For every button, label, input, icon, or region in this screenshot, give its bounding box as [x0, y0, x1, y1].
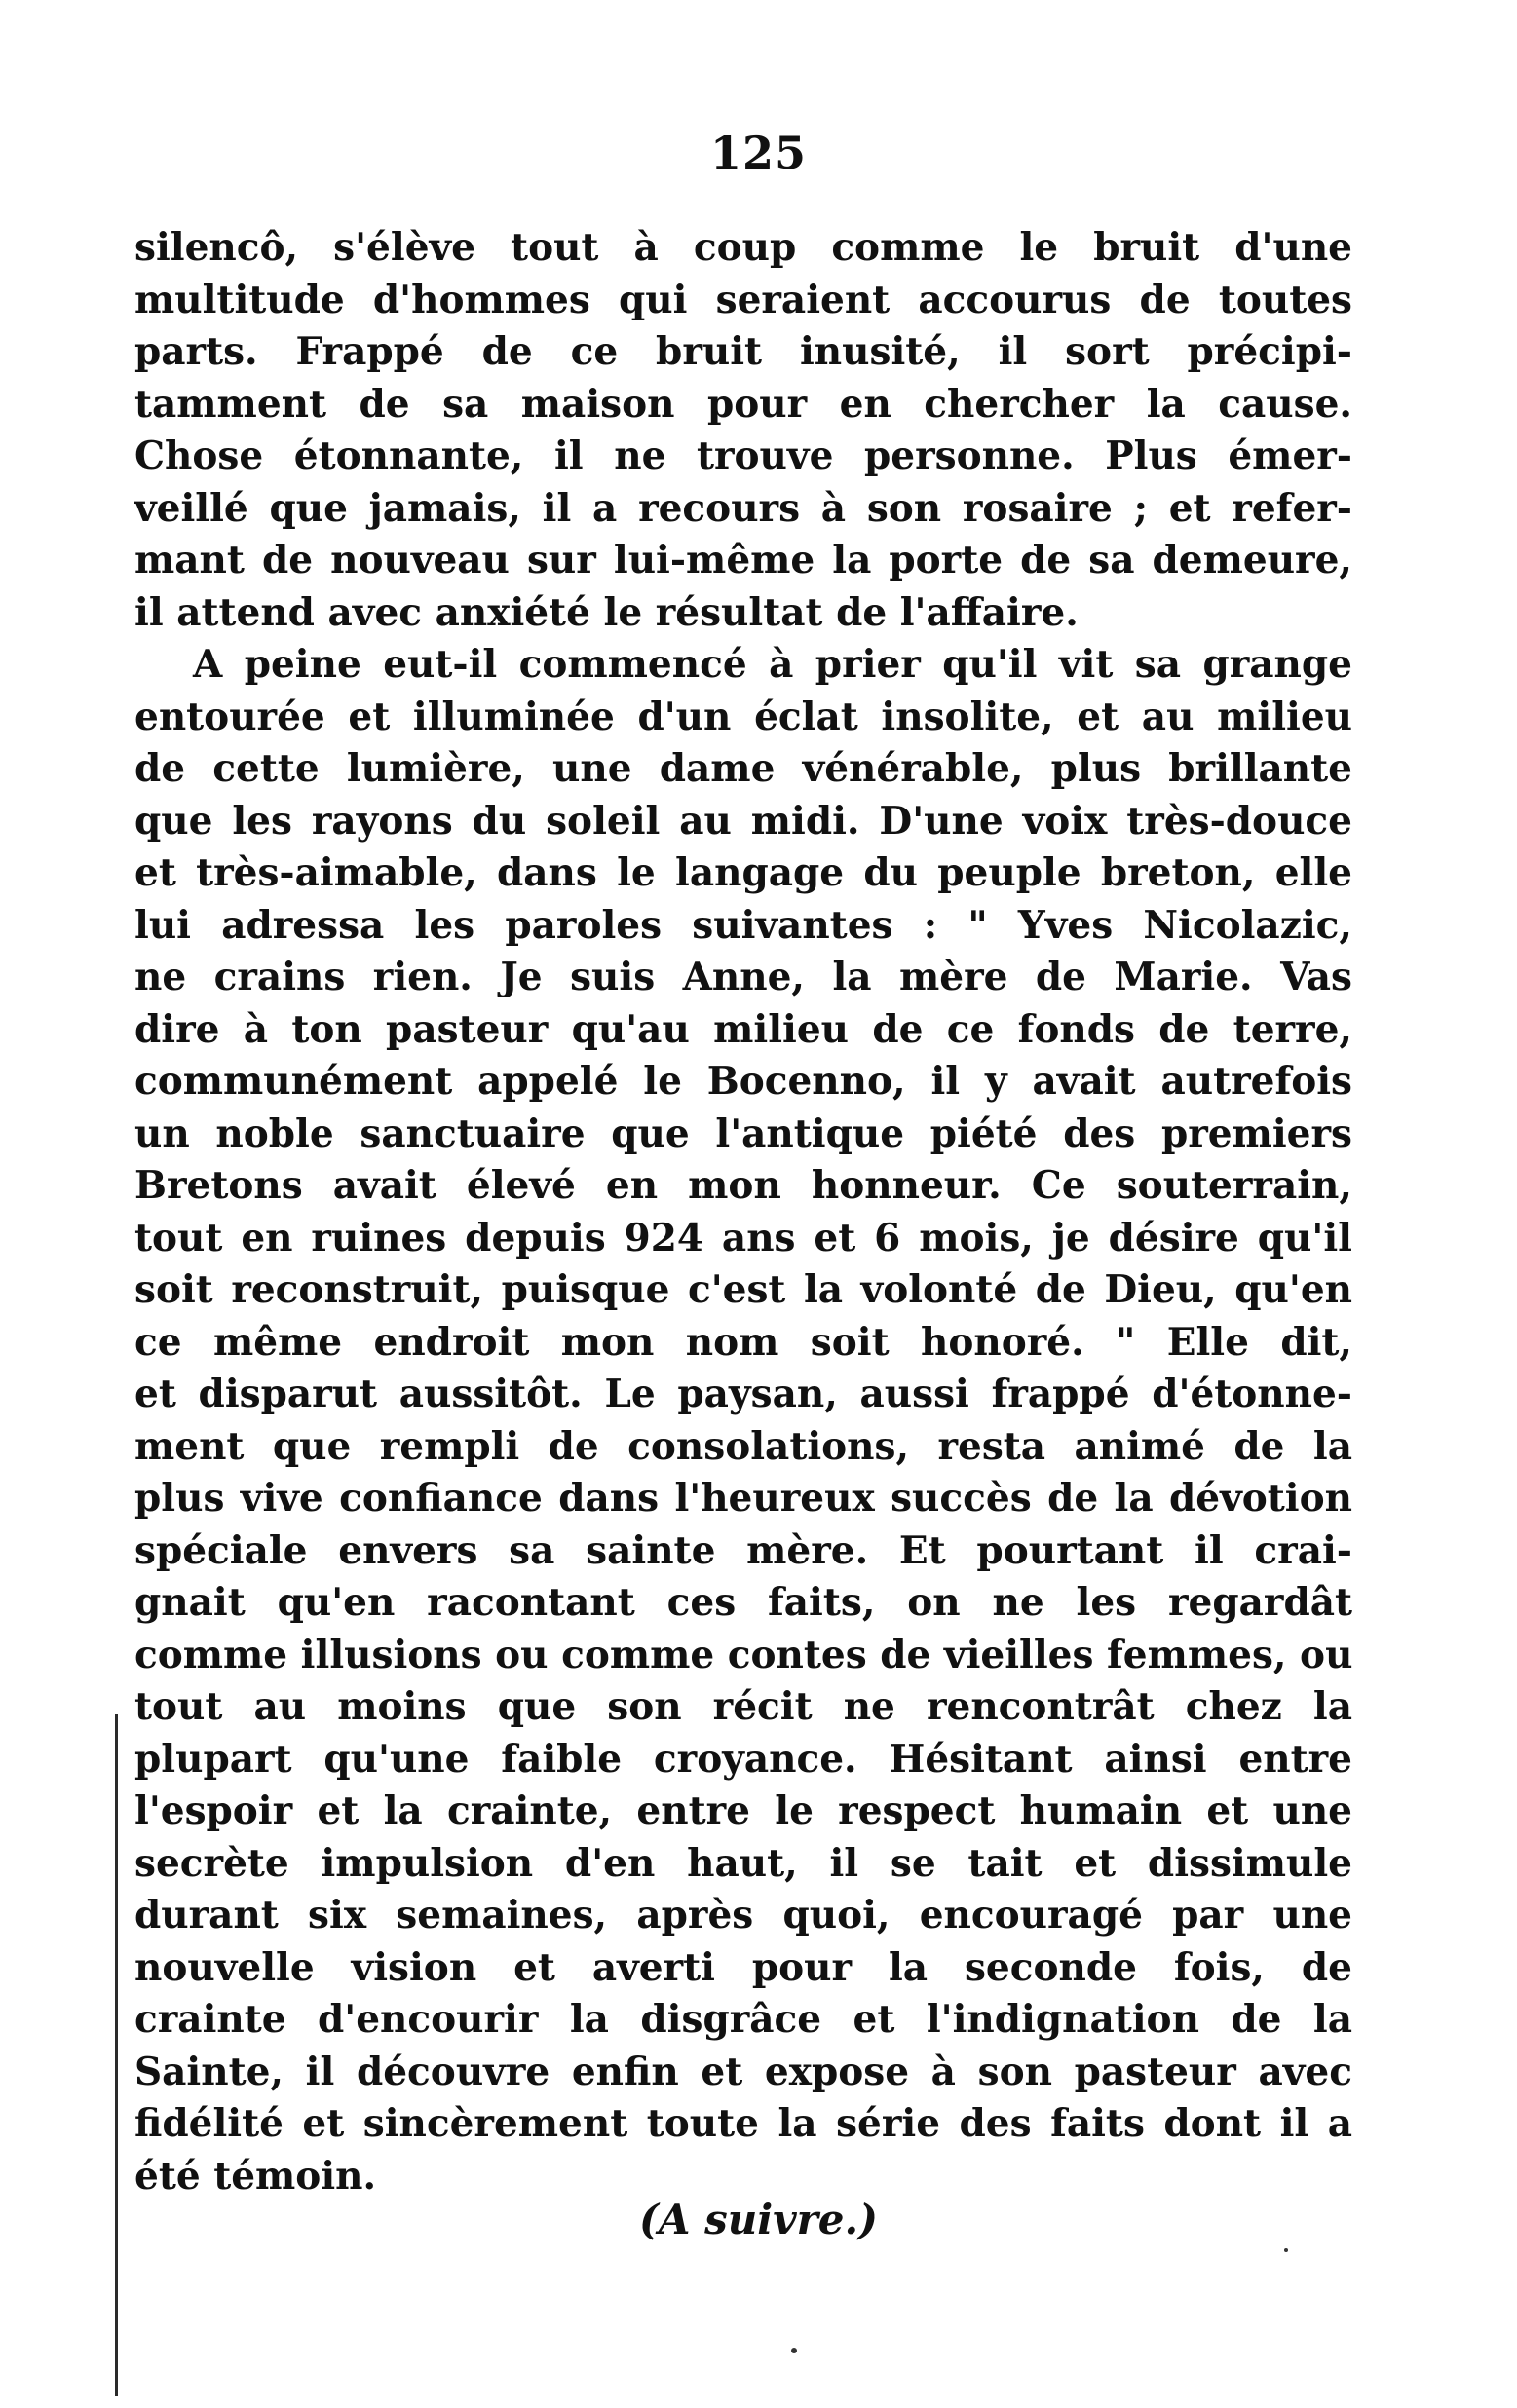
text-line: été témoin. — [134, 2153, 377, 2199]
body-text — [134, 222, 1352, 2202]
text-line: parts. Frappé de ce bruit inusité, il sort précipi- — [134, 329, 1352, 374]
text-line: il attend avec anxiété le résultat de l'affaire. — [134, 589, 1079, 635]
paragraph-start-line: A peine eut-il commencé à prier qu'il vit sa grange — [193, 642, 1352, 687]
text-line: que les rayons du soleil au midi. D'une voix très-douce — [134, 798, 1352, 844]
text-line: de cette lumière, une dame vénérable, plus brillante — [134, 746, 1352, 791]
text-line: plus vive confiance dans l'heureux succès de la dévotion — [134, 1476, 1352, 1521]
text-line: l'espoir et la crainte, entre le respect humain et une — [134, 1788, 1352, 1833]
text-line: mant de nouveau sur lui-même la porte de sa demeure, — [134, 538, 1352, 583]
text-line: ne crains rien. Je suis Anne, la mère de Marie. Vas — [134, 955, 1352, 999]
text-line: silencô, s'élève tout à coup comme le bruit d'une — [134, 225, 1352, 270]
text-line: tout en ruines depuis 924 ans et 6 mois, je désire qu'il — [134, 1215, 1352, 1260]
text-line: lui adressa les paroles suivantes : " Yves Nicolazic, — [134, 902, 1352, 948]
ink-speck — [1284, 2248, 1288, 2252]
page-number: 125 — [709, 127, 808, 179]
text-line: gnait qu'en racontant ces faits, on ne les regardât — [134, 1580, 1352, 1625]
text-line: spéciale envers sa sainte mère. Et pourtant il crai- — [134, 1527, 1352, 1573]
text-line: dire à ton pasteur qu'au milieu de ce fonds de terre, — [134, 1006, 1352, 1052]
text-line: ment que rempli de consolations, resta animé de la — [134, 1423, 1352, 1469]
text-line: et disparut aussitôt. Le paysan, aussi frappé d'étonne- — [134, 1372, 1352, 1416]
text-line: Bretons avait élevé en mon honneur. Ce souterrain, — [134, 1163, 1352, 1208]
text-line: multitude d'hommes qui seraient accourus de toutes — [134, 277, 1352, 322]
margin-rule — [115, 1714, 118, 2396]
text-line: tout au moins que son récit ne rencontrât chez la — [134, 1684, 1352, 1729]
text-line: crainte d'encourir la disgrâce et l'indignation de la — [134, 1997, 1352, 2042]
text-line: ce même endroit mon nom soit honoré. " Elle dit, — [134, 1319, 1352, 1365]
ink-speck — [791, 2348, 797, 2353]
text-line: fidélité et sincèrement toute la série des faits dont il a — [134, 2101, 1352, 2146]
text-line: soit reconstruit, puisque c'est la volonté de Dieu, qu'en — [134, 1267, 1352, 1312]
text-line: veillé que jamais, il a recours à son rosaire ; et refer- — [134, 485, 1352, 531]
text-line: entourée et illuminée d'un éclat insolite, et au milieu — [134, 694, 1352, 739]
text-line: un noble sanctuaire que l'antique piété des premiers — [134, 1110, 1352, 1156]
text-line: comme illusions ou comme contes de vieilles femmes, ou — [134, 1632, 1352, 1677]
text-line: Sainte, il découvre enfin et expose à son pasteur avec — [134, 2049, 1352, 2094]
continuation-note: (A suivre.) — [639, 2196, 878, 2243]
text-line: plupart qu'une faible croyance. Hésitant ainsi entre — [134, 1736, 1352, 1782]
text-line: tamment de sa maison pour en chercher la cause. — [134, 381, 1352, 427]
text-line: nouvelle vision et averti pour la seconde fois, de — [134, 1944, 1352, 1990]
text-line: et très-aimable, dans le langage du peuple breton, elle — [134, 850, 1352, 895]
text-line: communément appelé le Bocenno, il y avait autrefois — [134, 1059, 1352, 1104]
text-line: durant six semaines, après quoi, encouragé par une — [134, 1893, 1352, 1938]
text-line: secrète impulsion d'en haut, il se tait et dissimule — [134, 1840, 1352, 1886]
text-line: Chose étonnante, il ne trouve personne. Plus émer- — [134, 433, 1352, 478]
